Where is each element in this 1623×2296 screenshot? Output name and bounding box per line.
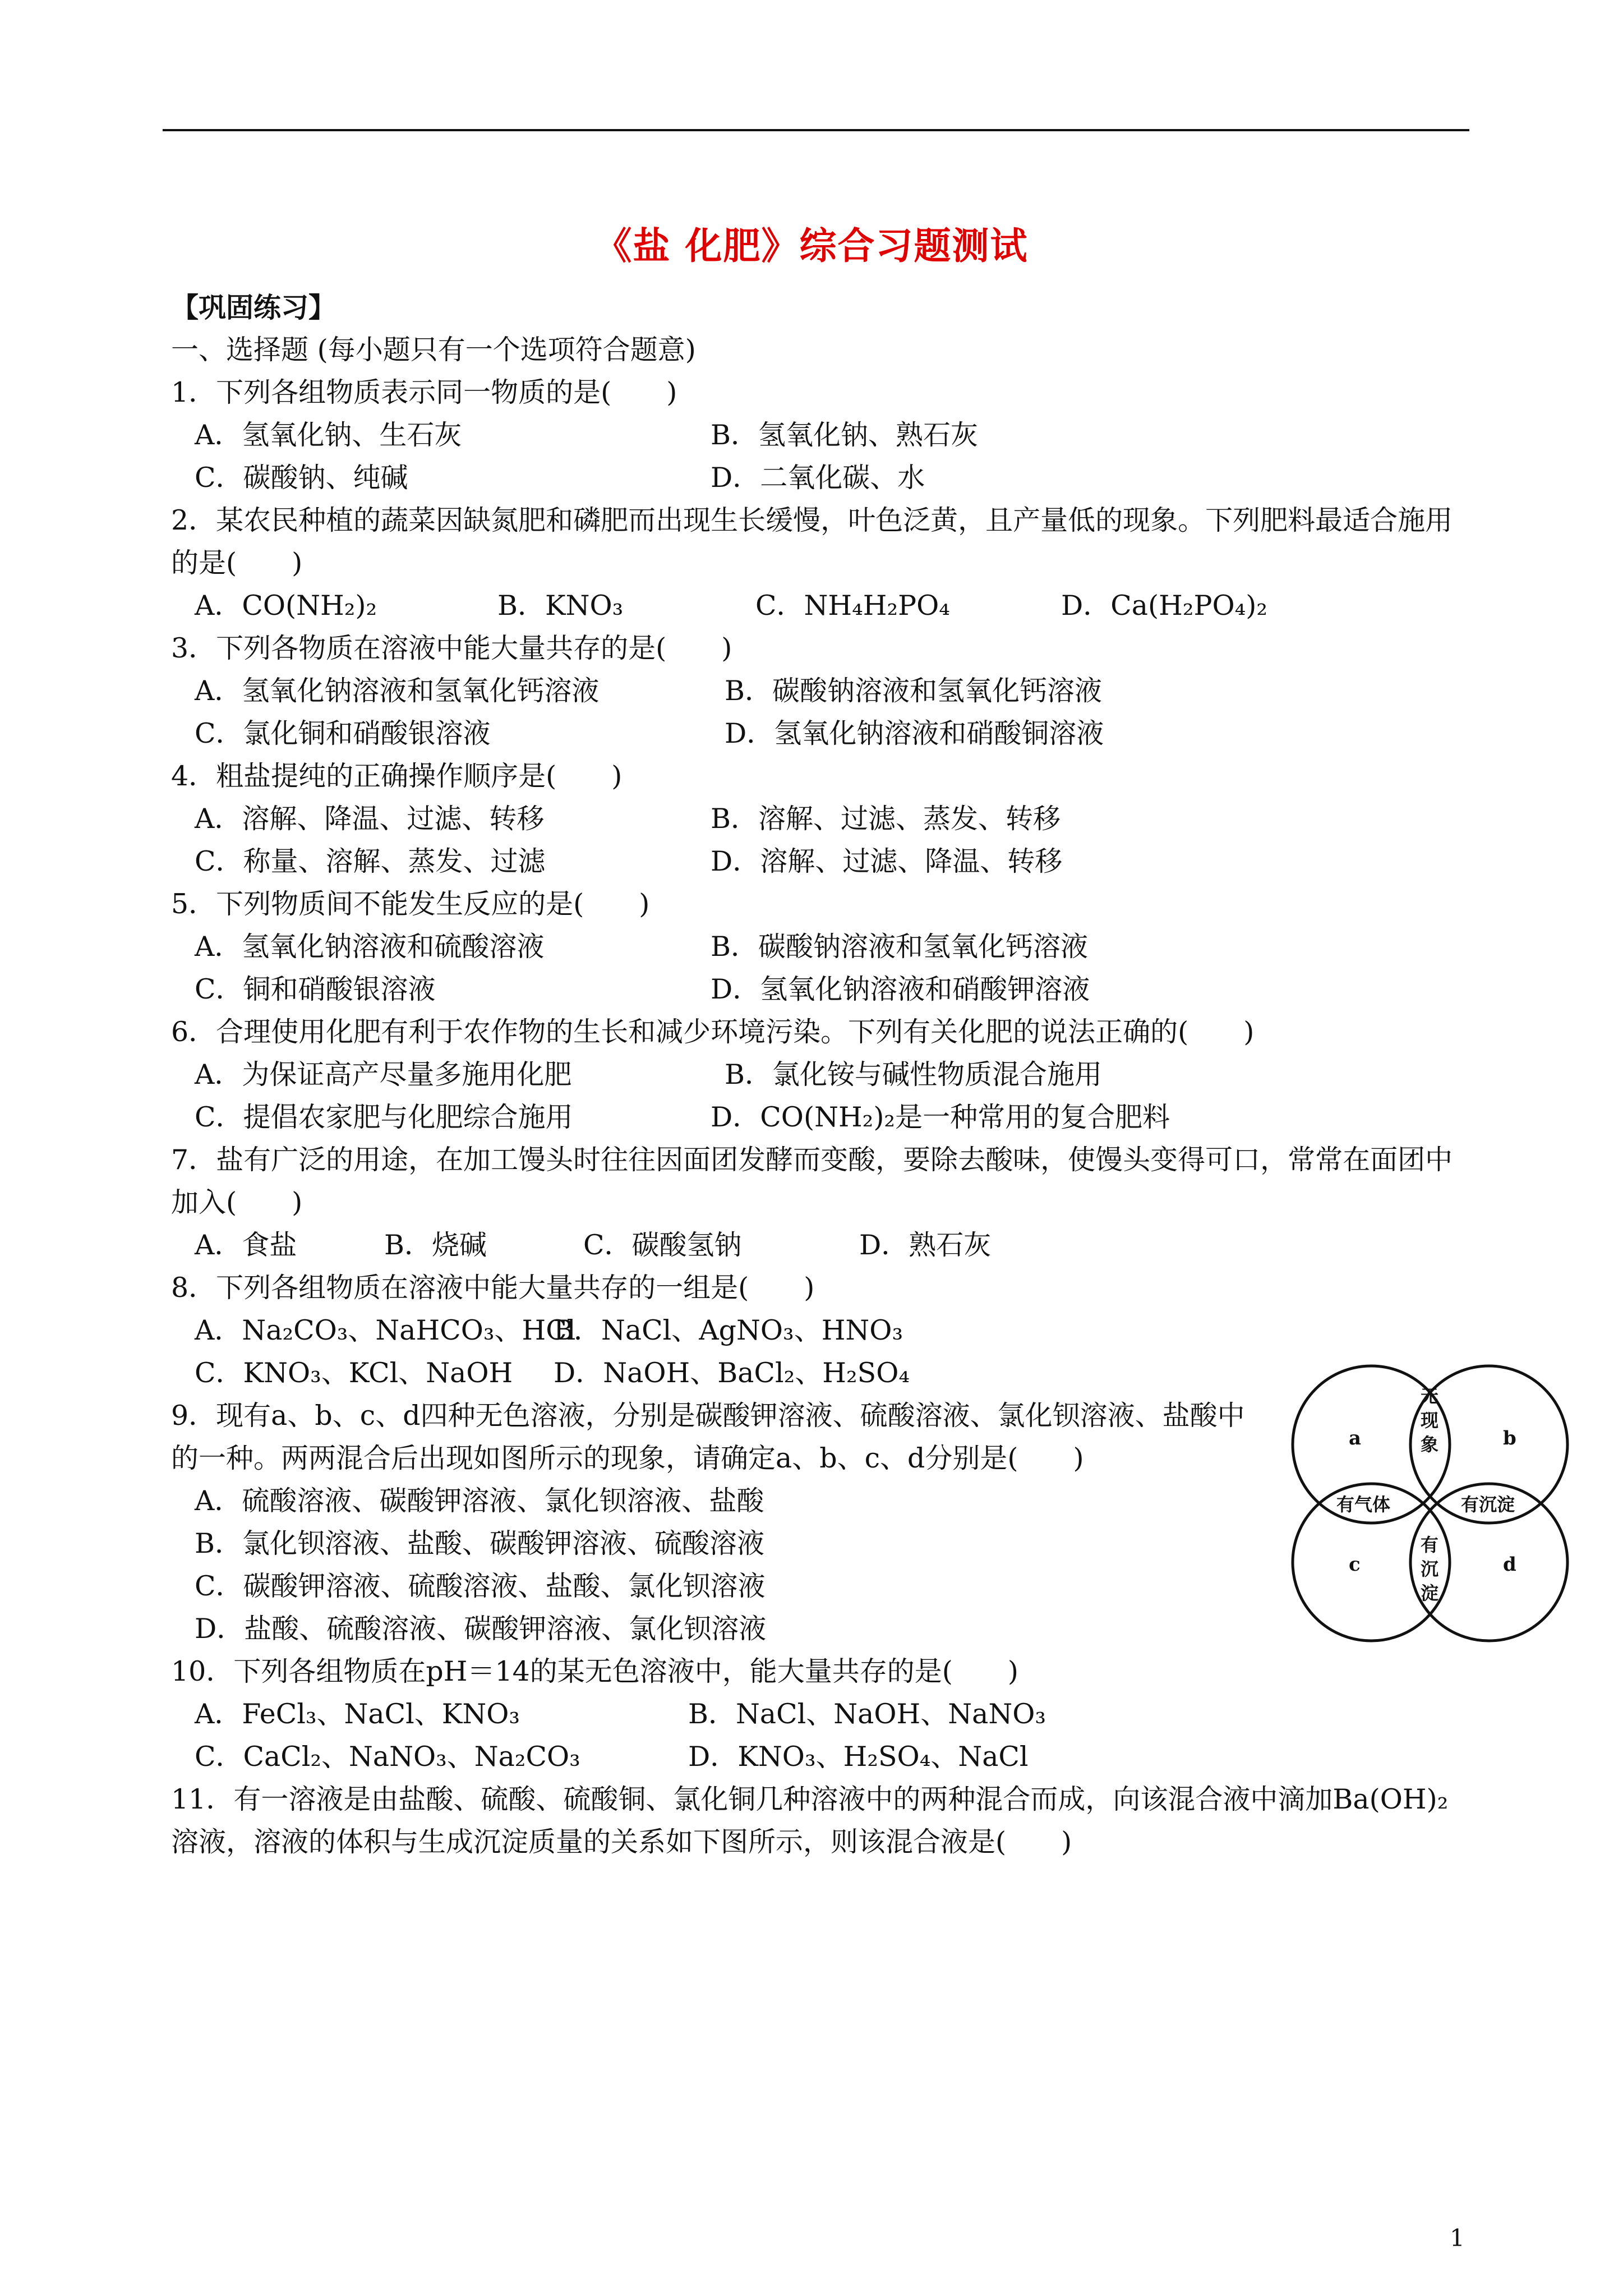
option-d: D．盐酸、硫酸溶液、碳酸钾溶液、氯化钡溶液 bbox=[195, 1613, 767, 1645]
label-d: d bbox=[1503, 1553, 1516, 1576]
bd-label: 有沉淀 bbox=[1461, 1494, 1515, 1515]
ab-label-3: 象 bbox=[1421, 1434, 1439, 1455]
exercise-body bbox=[171, 286, 1472, 1864]
option-c: C．铜和硝酸银溶液 bbox=[195, 973, 436, 1005]
option-a: A．硫酸溶液、碳酸钾溶液、氯化钡溶液、盐酸 bbox=[195, 1485, 764, 1517]
question-9-option-a bbox=[171, 1480, 1472, 1522]
option-a: A．氢氧化钠溶液和硫酸溶液 bbox=[195, 931, 545, 963]
option-d: D．溶解、过滤、降温、转移 bbox=[711, 845, 1063, 877]
option-d: D．Ca(H₂PO₄)₂ bbox=[1061, 590, 1268, 622]
option-c: C．碳酸钾溶液、硫酸溶液、盐酸、氯化钡溶液 bbox=[195, 1570, 766, 1602]
cd-label-2: 沉 bbox=[1421, 1558, 1439, 1580]
question-9-option-c bbox=[171, 1565, 1472, 1608]
question-10-options-row1 bbox=[171, 1693, 1472, 1736]
option-a: A．氢氧化钠、生石灰 bbox=[195, 419, 462, 451]
question-3-stem: 3．下列各物质在溶液中能大量共存的是( ) bbox=[171, 632, 732, 664]
question-3-options-row1 bbox=[171, 670, 1472, 712]
option-b: B．碳酸钠溶液和氢氧化钙溶液 bbox=[711, 931, 1089, 963]
question-4-options-row2 bbox=[171, 840, 1472, 883]
option-a: A．CO(NH₂)₂ bbox=[195, 590, 377, 622]
question-1-stem: 1．下列各组物质表示同一物质的是( ) bbox=[171, 376, 677, 408]
question-1-options-row1 bbox=[171, 414, 1472, 457]
question-2-stem: 2．某农民种植的蔬菜因缺氮肥和磷肥而出现生长缓慢，叶色泛黄，且产量低的现象。下列肥料最适合施用的是( ) bbox=[171, 504, 1453, 579]
question-11-stem: 11．有一溶液是由盐酸、硫酸、硫酸铜、氯化铜几种溶液中的两种混合而成，向该混合液中滴加Ba(OH)₂溶液，溶液的体积与生成沉淀质量的关系如下图所示，则该混合液是( ) bbox=[171, 1783, 1449, 1858]
option-b: B．氯化钡溶液、盐酸、碳酸钾溶液、硫酸溶液 bbox=[195, 1527, 765, 1559]
label-b: b bbox=[1503, 1427, 1516, 1450]
question-9-stem: 9．现有a、b、c、d四种无色溶液，分别是碳酸钾溶液、硫酸溶液、氯化钡溶液、盐酸中的一种。两两混合后出现如图所示的现象，请确定a、b、c、d分别是( ) bbox=[171, 1400, 1245, 1474]
question-5-stem: 5．下列物质间不能发生反应的是( ) bbox=[171, 888, 650, 920]
cd-label-3: 淀 bbox=[1421, 1582, 1439, 1604]
section-heading: 【巩固练习】 bbox=[171, 291, 336, 324]
option-c: C．NH₄H₂PO₄ bbox=[755, 590, 950, 622]
page-title: 《盐 化肥》综合习题测试 bbox=[594, 224, 1029, 268]
option-c: C．KNO₃、KCl、NaOH bbox=[195, 1357, 513, 1389]
option-d: D．KNO₃、H₂SO₄、NaCl bbox=[688, 1741, 1029, 1773]
option-b: B．碳酸钠溶液和氢氧化钙溶液 bbox=[725, 675, 1103, 707]
reaction-venn-diagram bbox=[1287, 1360, 1573, 1646]
option-a: A．溶解、降温、过滤、转移 bbox=[195, 803, 545, 835]
option-d: D．氢氧化钠溶液和硝酸钾溶液 bbox=[711, 973, 1090, 1005]
question-10-stem: 10．下列各组物质在pH＝14的某无色溶液中，能大量共存的是( ) bbox=[171, 1655, 1019, 1687]
option-a: A．FeCl₃、NaCl、KNO₃ bbox=[195, 1698, 520, 1730]
question-8-options-row1 bbox=[171, 1309, 1472, 1352]
option-d: D．二氧化碳、水 bbox=[711, 462, 925, 494]
question-4-options-row1 bbox=[171, 798, 1472, 840]
ab-label-2: 现 bbox=[1421, 1410, 1439, 1431]
option-b: B．氯化铵与碱性物质混合施用 bbox=[725, 1059, 1103, 1091]
question-9-option-d bbox=[171, 1608, 1472, 1650]
option-a: A．氢氧化钠溶液和氢氧化钙溶液 bbox=[195, 675, 600, 707]
option-c: C．称量、溶解、蒸发、过滤 bbox=[195, 845, 546, 877]
question-10-options-row2 bbox=[171, 1736, 1472, 1778]
question-7-options bbox=[171, 1224, 1472, 1267]
option-b: B．NaCl、AgNO₃、HNO₃ bbox=[554, 1314, 903, 1346]
option-d: D．NaOH、BaCl₂、H₂SO₄ bbox=[554, 1357, 910, 1389]
option-c: C．碳酸氢钠 bbox=[583, 1229, 742, 1261]
page-number: 1 bbox=[1450, 2224, 1465, 2252]
ac-label: 有气体 bbox=[1336, 1494, 1391, 1515]
question-8-options-row2 bbox=[171, 1352, 1472, 1395]
label-a: a bbox=[1349, 1427, 1362, 1450]
part-heading: 一、选择题 (每小题只有一个选项符合题意) bbox=[171, 334, 696, 366]
option-d: D．熟石灰 bbox=[859, 1229, 992, 1261]
option-a: A．食盐 bbox=[195, 1229, 297, 1261]
header-rule bbox=[163, 129, 1469, 131]
question-5-options-row2 bbox=[171, 968, 1472, 1011]
option-c: C．CaCl₂、NaNO₃、Na₂CO₃ bbox=[195, 1741, 580, 1773]
question-8-stem: 8．下列各组物质在溶液中能大量共存的一组是( ) bbox=[171, 1272, 815, 1304]
option-b: B．溶解、过滤、蒸发、转移 bbox=[711, 803, 1061, 835]
question-6-options-row1 bbox=[171, 1053, 1472, 1096]
option-a: A．为保证高产尽量多施用化肥 bbox=[195, 1059, 572, 1091]
option-d: D．CO(NH₂)₂是一种常用的复合肥料 bbox=[711, 1101, 1170, 1133]
question-1-options-row2 bbox=[171, 457, 1472, 499]
question-6-options-row2 bbox=[171, 1096, 1472, 1139]
option-b: B．KNO₃ bbox=[497, 590, 624, 622]
question-3-options-row2 bbox=[171, 712, 1472, 755]
option-d: D．氢氧化钠溶液和硝酸铜溶液 bbox=[725, 717, 1104, 749]
cd-label-1: 有 bbox=[1421, 1534, 1439, 1556]
question-2-options bbox=[171, 585, 1472, 627]
option-c: C．氯化铜和硝酸银溶液 bbox=[195, 717, 491, 749]
question-6-stem: 6．合理使用化肥有利于农作物的生长和减少环境污染。下列有关化肥的说法正确的( ) bbox=[171, 1016, 1255, 1048]
option-c: C．碳酸钠、纯碱 bbox=[195, 462, 408, 494]
option-b: B．氢氧化钠、熟石灰 bbox=[711, 419, 979, 451]
question-9-option-b bbox=[171, 1522, 1472, 1565]
question-7-stem: 7．盐有广泛的用途，在加工馒头时往往因面团发酵而变酸，要除去酸味，使馒头变得可口，常常在面团中加入( ) bbox=[171, 1144, 1453, 1218]
option-b: B．烧碱 bbox=[384, 1229, 487, 1261]
ab-label-1: 无 bbox=[1421, 1386, 1439, 1407]
option-a: A．Na₂CO₃、NaHCO₃、HCl bbox=[195, 1314, 576, 1346]
question-5-options-row1 bbox=[171, 926, 1472, 968]
option-c: C．提倡农家肥与化肥综合施用 bbox=[195, 1101, 573, 1133]
option-b: B．NaCl、NaOH、NaNO₃ bbox=[688, 1698, 1046, 1730]
label-c: c bbox=[1349, 1553, 1361, 1576]
question-4-stem: 4．粗盐提纯的正确操作顺序是( ) bbox=[171, 760, 623, 792]
